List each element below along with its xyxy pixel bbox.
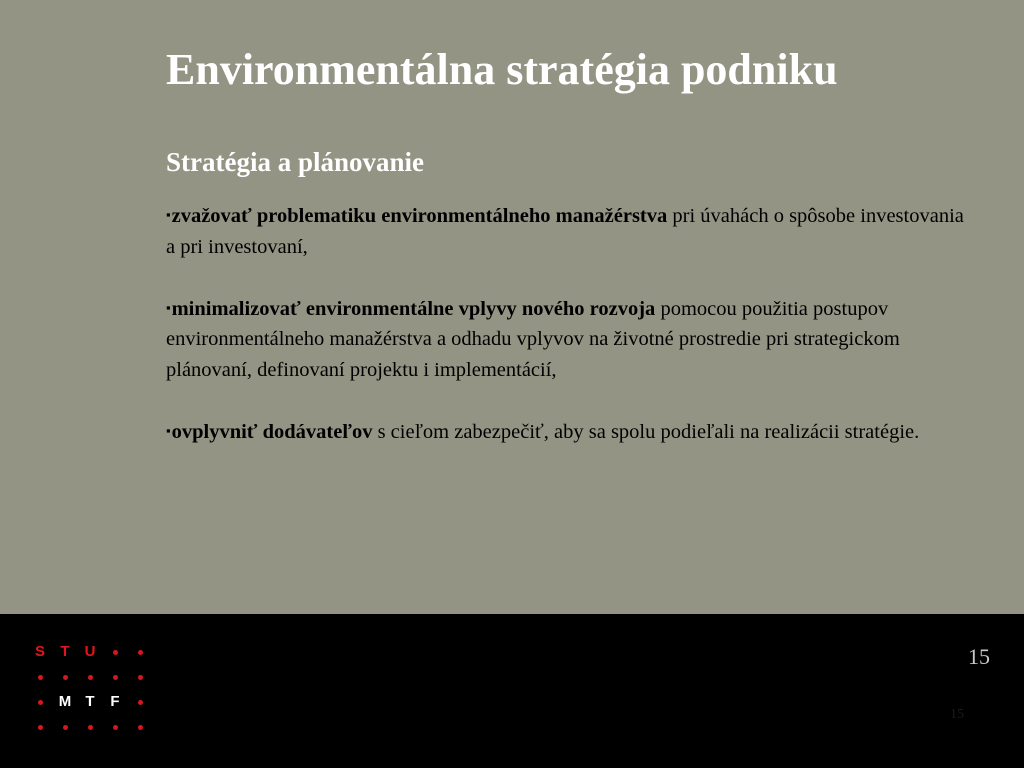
bullet-text: s cieľom zabezpečiť, aby sa spolu podieľali na realizácii stratégie. <box>372 420 920 443</box>
stu-mtf-logo <box>30 642 150 742</box>
page-number-ghost: 15 <box>950 707 964 722</box>
bullet-bold-text: zvažovať problematiku environmentálneho manažérstva <box>171 205 668 227</box>
bullet-item <box>166 293 966 386</box>
square-bullet-icon: ▪ <box>166 422 171 438</box>
logo-dot <box>55 667 75 687</box>
logo-dot <box>30 692 50 712</box>
logo-dot <box>105 717 125 737</box>
bullet-text: pri úvahách o spôsobe investovania a pri investovaní, <box>166 205 964 258</box>
bullet-bold-text: ovplyvniť dodávateľov <box>171 420 373 443</box>
logo-dot <box>105 642 125 662</box>
logo-dot <box>130 667 150 687</box>
logo-letter: S <box>34 643 45 660</box>
logo-dot <box>30 717 50 737</box>
page-number: 15 <box>968 644 990 669</box>
logo-dot <box>80 717 100 737</box>
slide-title: Environmentálna stratégia podniku <box>166 45 838 94</box>
logo-dot <box>130 692 150 712</box>
logo-letter: T <box>85 693 95 710</box>
bullet-item <box>166 200 966 262</box>
logo-dot <box>105 667 125 687</box>
square-bullet-icon: ▪ <box>166 207 171 222</box>
logo-dot <box>130 717 150 737</box>
logo-letter: M <box>58 693 72 710</box>
logo-letter: F <box>110 693 120 710</box>
square-bullet-icon: ▪ <box>166 299 171 315</box>
logo-letter: U <box>84 643 96 660</box>
footer-bar <box>0 614 1024 768</box>
logo-dot <box>30 667 50 687</box>
bullet-bold-text: minimalizovať environmentálne vplyvy nového rozvoja <box>171 297 656 320</box>
bullet-text: pomocou použitia postupov environmentálneho manažérstva a odhadu vplyvov na životné prostredie pri strategickom plánovaní, definovaní projektu i implementácií, <box>166 297 900 381</box>
bullet-list <box>166 200 966 478</box>
logo-letter: T <box>60 643 70 660</box>
slide-subtitle: Stratégia a plánovanie <box>166 147 425 177</box>
bullet-item <box>166 416 966 448</box>
logo-dot <box>80 667 100 687</box>
logo-dot <box>130 642 150 662</box>
logo-dot <box>55 717 75 737</box>
